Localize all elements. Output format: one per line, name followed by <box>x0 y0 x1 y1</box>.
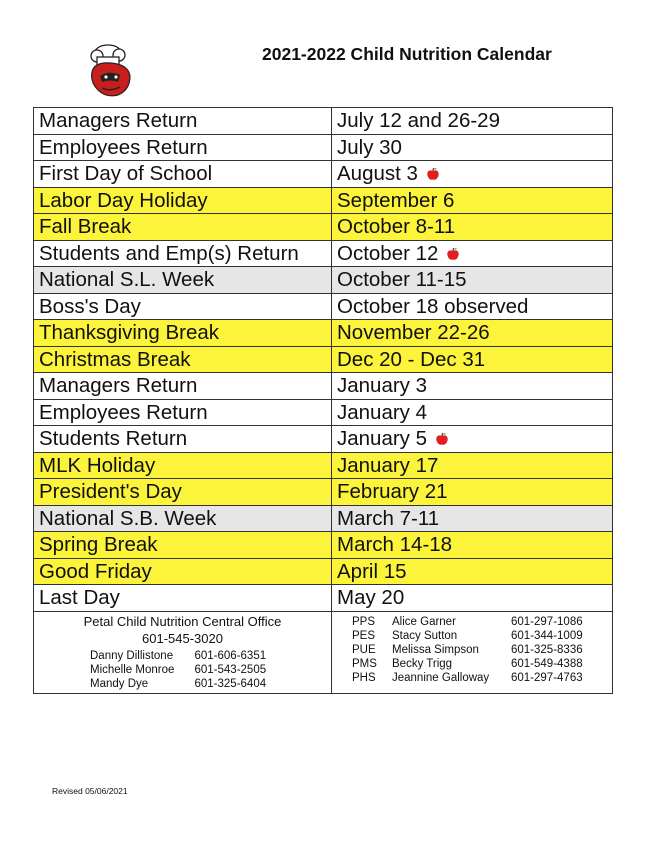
central-office-cell <box>34 611 332 693</box>
event-name: Managers Return <box>34 373 332 400</box>
staff-phone: 601-325-6404 <box>194 677 267 690</box>
event-name: Fall Break <box>34 214 332 241</box>
event-date: January 5 <box>337 427 428 451</box>
event-date-cell <box>332 585 613 612</box>
school-manager: Becky Trigg <box>392 657 453 670</box>
event-date: October 18 observed <box>337 294 529 318</box>
event-date: March 14-18 <box>337 533 453 557</box>
event-name: Students Return <box>34 426 332 453</box>
calendar-row <box>34 532 613 559</box>
event-name: MLK Holiday <box>34 452 332 479</box>
event-date: July 30 <box>337 135 402 159</box>
event-date: January 3 <box>337 374 428 398</box>
event-date-cell <box>332 187 613 214</box>
calendar-row <box>34 505 613 532</box>
school-phone: 601-549-4388 <box>511 657 583 670</box>
event-date: October 11-15 <box>337 268 467 292</box>
event-date: September 6 <box>337 188 455 212</box>
office-phone: 601-545-3020 <box>142 630 223 646</box>
calendar-row <box>34 108 613 135</box>
event-date-cell <box>332 532 613 559</box>
apple-icon <box>435 432 449 446</box>
calendar-table <box>33 107 613 694</box>
event-date-cell <box>332 293 613 320</box>
calendar-row <box>34 426 613 453</box>
event-name: Spring Break <box>34 532 332 559</box>
school-code: PUE <box>352 643 376 656</box>
apple-icon <box>426 167 440 181</box>
school-phone: 601-344-1009 <box>511 629 583 642</box>
event-name: Boss's Day <box>34 293 332 320</box>
event-date-cell <box>332 505 613 532</box>
event-name: Good Friday <box>34 558 332 585</box>
school-code: PMS <box>352 657 377 670</box>
school-manager: Jeannine Galloway <box>392 671 490 684</box>
event-name: Employees Return <box>34 399 332 426</box>
calendar-row <box>34 346 613 373</box>
event-date-cell <box>332 399 613 426</box>
event-date-cell <box>332 452 613 479</box>
apple-icon <box>446 247 460 261</box>
event-name: President's Day <box>34 479 332 506</box>
staff-name: Michelle Monroe <box>90 663 175 676</box>
office-name: Petal Child Nutrition Central Office <box>83 613 282 629</box>
event-date-cell <box>332 214 613 241</box>
calendar-row <box>34 187 613 214</box>
calendar-row <box>34 585 613 612</box>
event-name: Managers Return <box>34 108 332 135</box>
event-name: Labor Day Holiday <box>34 187 332 214</box>
event-name: National S.B. Week <box>34 505 332 532</box>
event-date-cell <box>332 240 613 267</box>
calendar-row <box>34 558 613 585</box>
school-code: PES <box>352 629 376 642</box>
event-date: October 12 <box>337 241 439 265</box>
calendar-row <box>34 373 613 400</box>
revised-date: Revised 05/06/2021 <box>52 786 128 796</box>
calendar-row <box>34 214 613 241</box>
calendar-row <box>34 479 613 506</box>
event-date-cell <box>332 108 613 135</box>
event-date: November 22-26 <box>337 321 490 345</box>
staff-phone: 601-606-6351 <box>194 649 267 662</box>
event-name: Students and Emp(s) Return <box>34 240 332 267</box>
event-date-cell <box>332 134 613 161</box>
event-date: Dec 20 - Dec 31 <box>337 347 486 371</box>
school-manager: Alice Garner <box>392 615 456 628</box>
calendar-row <box>34 240 613 267</box>
page-title: 2021-2022 Child Nutrition Calendar <box>262 44 552 64</box>
event-date-cell <box>332 373 613 400</box>
calendar-row <box>34 320 613 347</box>
event-date-cell <box>332 320 613 347</box>
calendar-row <box>34 399 613 426</box>
staff-phone: 601-543-2505 <box>194 663 267 676</box>
school-code: PPS <box>352 615 376 628</box>
school-manager: Melissa Simpson <box>392 643 479 656</box>
event-date: October 8-11 <box>337 215 456 239</box>
calendar-row <box>34 293 613 320</box>
event-name: First Day of School <box>34 161 332 188</box>
office-staff-list <box>38 649 327 691</box>
event-date: March 7-11 <box>337 506 440 530</box>
event-date: January 17 <box>337 453 439 477</box>
calendar-row <box>34 161 613 188</box>
event-date: April 15 <box>337 559 407 583</box>
event-date: May 20 <box>337 586 405 610</box>
school-phone: 601-297-4763 <box>511 671 583 684</box>
staff-name: Mandy Dye <box>90 677 149 690</box>
event-date-cell <box>332 558 613 585</box>
calendar-row <box>34 134 613 161</box>
event-date-cell <box>332 346 613 373</box>
event-date: August 3 <box>337 162 418 186</box>
event-name: National S.L. Week <box>34 267 332 294</box>
event-date-cell <box>332 479 613 506</box>
school-phone: 601-297-1086 <box>511 615 583 628</box>
event-date-cell <box>332 161 613 188</box>
event-date: July 12 and 26-29 <box>337 109 500 133</box>
event-name: Employees Return <box>34 134 332 161</box>
school-managers-list <box>336 614 608 685</box>
event-name: Christmas Break <box>34 346 332 373</box>
event-date-cell <box>332 426 613 453</box>
event-date-cell <box>332 267 613 294</box>
event-name: Thanksgiving Break <box>34 320 332 347</box>
calendar-row <box>34 452 613 479</box>
school-code: PHS <box>352 671 376 684</box>
contact-row <box>34 611 613 693</box>
staff-name: Danny Dillistone <box>90 649 174 662</box>
school-manager: Stacy Sutton <box>392 629 458 642</box>
school-managers-cell <box>332 611 613 693</box>
calendar-row <box>34 267 613 294</box>
chef-mascot-logo <box>84 42 136 98</box>
event-date: January 4 <box>337 400 428 424</box>
event-date: February 21 <box>337 480 448 504</box>
school-phone: 601-325-8336 <box>511 643 583 656</box>
event-name: Last Day <box>34 585 332 612</box>
